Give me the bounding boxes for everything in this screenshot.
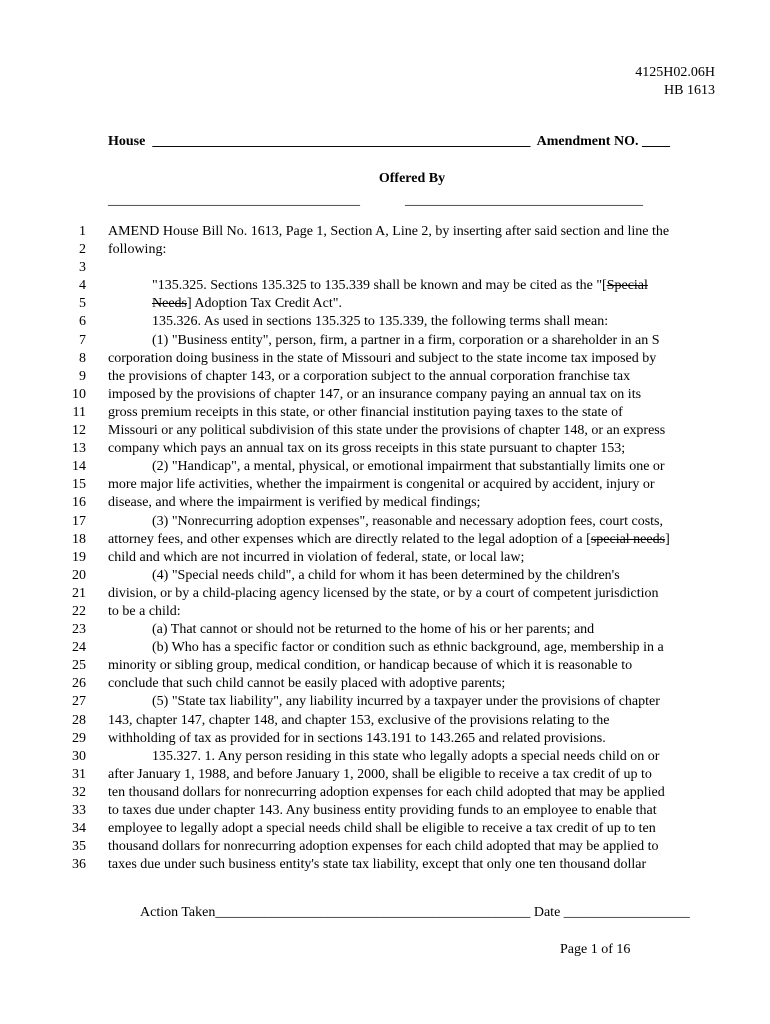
- line-number: 29: [72, 730, 86, 746]
- text-line: attorney fees, and other expenses which are directly related to the legal adoption of a [special needs]: [108, 531, 670, 547]
- text-line-part: "135.325. Sections 135.325 to 135.339 shall be known and may be cited as the "[Special: [152, 278, 648, 294]
- text-line: after January 1, 1988, and before January 1, 2000, shall be eligible to receive a tax credit of up to: [108, 766, 652, 782]
- text-line: (1) "Business entity", person, firm, a partner in a firm, corporation or a shareholder in an S: [152, 332, 660, 348]
- line-number: 17: [72, 513, 86, 529]
- line-numbers: [58, 223, 86, 874]
- offered-by-label: Offered By: [378, 171, 446, 186]
- action-taken-label: Action Taken: [140, 905, 216, 920]
- text-line: [108, 259, 720, 277]
- line-number: 19: [72, 549, 86, 565]
- deleted-text: special needs: [590, 531, 666, 547]
- text-line: to taxes due under chapter 143. Any business entity providing funds to an employee to enable that: [108, 803, 657, 818]
- line-number: 9: [79, 368, 86, 384]
- deleted-text: Special: [606, 278, 648, 294]
- date-blank: __________________: [563, 905, 690, 920]
- line-number: 28: [72, 712, 86, 728]
- line-number: 24: [72, 640, 86, 656]
- line-number: 23: [72, 622, 86, 638]
- text-line-special-needs-strike: [108, 277, 720, 295]
- amendment-text: [108, 223, 720, 874]
- line-number: 21: [72, 585, 86, 601]
- text-line: disease, and where the impairment is verified by medical findings;: [108, 495, 481, 511]
- line-number: 4: [79, 278, 86, 294]
- sponsor-blank-2: __________________________________: [405, 193, 643, 208]
- text-line: withholding of tax as provided for in sections 143.191 to 143.265 and related provisions.: [108, 730, 606, 746]
- line-number: 11: [72, 404, 86, 420]
- line-number: 26: [72, 676, 86, 692]
- text-line-part: Needs] Adoption Tax Credit Act".: [152, 296, 342, 312]
- text-line: the provisions of chapter 143, or a corporation subject to the annual corporation franchise tax: [108, 368, 631, 384]
- line-number: 36: [72, 857, 86, 873]
- text-line: 135.326. As used in sections 135.325 to 135.339, the following terms shall mean:: [152, 314, 609, 330]
- text-line: division, or by a child-placing agency licensed by the state, or by a court of competent jurisdiction: [108, 585, 659, 601]
- document-id: [635, 64, 715, 100]
- text-line: Missouri or any political subdivision of this state under the provisions of chapter 148, or an express: [108, 423, 666, 439]
- text-line: conclude that such child cannot be easily placed with adoptive parents;: [108, 676, 506, 692]
- text-line: 143, chapter 147, chapter 148, and chapter 153, exclusive of the provisions relating to the: [108, 712, 610, 728]
- line-number: 16: [72, 495, 86, 511]
- house-amendment-line: [108, 134, 670, 150]
- sponsor-signature-lines: [108, 193, 643, 209]
- text-line: more major life activities, whether the impairment is congenital or acquired by accident, injury or: [108, 477, 655, 493]
- text-line: following:: [108, 242, 167, 258]
- sponsor-blank-1: ____________________________________: [108, 193, 360, 208]
- line-number: 20: [72, 567, 86, 583]
- house-label: House: [108, 134, 146, 149]
- page-number: Page 1 of 16: [560, 942, 631, 957]
- text-line: ten thousand dollars for nonrecurring adoption expenses for each child adopted that may be applied: [108, 784, 665, 800]
- date-label: Date: [533, 905, 561, 920]
- line-number: 30: [72, 748, 86, 764]
- text-line: imposed by the provisions of chapter 147, or an insurance company paying an annual tax on its: [108, 386, 642, 402]
- action-taken-line: [140, 905, 690, 921]
- line-number: 6: [79, 314, 86, 330]
- amendment-label: Amendment NO.: [536, 134, 639, 149]
- line-number: 10: [72, 386, 86, 402]
- text-line: (3) "Nonrecurring adoption expenses", reasonable and necessary adoption fees, court costs,: [152, 513, 663, 529]
- text-line: gross premium receipts in this state, or other financial institution paying taxes to the state of: [108, 404, 623, 420]
- line-number: 35: [72, 839, 86, 855]
- text-line: company which pays an annual tax on its gross receipts in this state pursuant to chapter 153;: [108, 441, 626, 457]
- line-number: 8: [79, 350, 86, 366]
- text-line: (a) That cannot or should not be returned to the home of his or her parents; and: [152, 622, 595, 638]
- line-number: 12: [72, 423, 86, 439]
- text-line: (b) Who has a specific factor or condition such as ethnic background, age, membership in a: [152, 640, 664, 656]
- text-line: (5) "State tax liability", any liability incurred by a taxpayer under the provisions of chapter: [152, 694, 660, 710]
- document-code: 4125H02.06H: [635, 65, 715, 80]
- line-number: 15: [72, 477, 86, 493]
- line-number: 3: [79, 260, 86, 276]
- bill-number: HB 1613: [664, 83, 715, 98]
- line-number: 34: [72, 821, 86, 837]
- house-blank: ______________________________________________________: [148, 134, 534, 149]
- deleted-text: Needs: [152, 296, 187, 312]
- line-number: 14: [72, 459, 86, 475]
- line-number: 32: [72, 784, 86, 800]
- line-number: 5: [79, 296, 86, 312]
- text-line: (4) "Special needs child", a child for whom it has been determined by the children's: [152, 567, 620, 583]
- text-line: 135.327. 1. Any person residing in this state who legally adopts a special needs child on or: [152, 748, 660, 764]
- text-line: AMEND House Bill No. 1613, Page 1, Section A, Line 2, by inserting after said section and line the: [108, 224, 670, 239]
- text-line: corporation doing business in the state of Missouri and subject to the state income tax imposed by: [108, 350, 657, 366]
- line-number: 33: [72, 803, 86, 818]
- line-number: 31: [72, 766, 86, 782]
- line-number: 18: [72, 531, 86, 547]
- text-line: (2) "Handicap", a mental, physical, or emotional impairment that substantially limits one or: [152, 459, 665, 475]
- text-line: taxes due under such business entity's state tax liability, except that only one ten thousand dollar: [108, 857, 647, 873]
- line-number: 27: [72, 694, 86, 710]
- line-number: 25: [72, 658, 86, 674]
- text-line: thousand dollars for nonrecurring adoption expenses for each child adopted that may be applied to: [108, 839, 659, 855]
- line-number: 22: [72, 603, 86, 619]
- line-number: 7: [79, 332, 86, 348]
- text-line: employee to legally adopt a special needs child shall be eligible to receive a tax credit of up to ten: [108, 821, 656, 837]
- text-line: child and which are not incurred in violation of federal, state, or local law;: [108, 549, 525, 565]
- line-number: 13: [72, 441, 86, 457]
- text-line-needs-strike: [108, 295, 720, 313]
- line-number: 2: [79, 242, 86, 258]
- text-line: to be a child:: [108, 603, 181, 619]
- line-number: 1: [79, 224, 86, 239]
- text-line: minority or sibling group, medical condition, or handicap because of which it is reasonable to: [108, 658, 633, 674]
- action-taken-blank: _____________________________________________: [215, 905, 531, 920]
- amendment-number-blank: ____: [641, 134, 670, 149]
